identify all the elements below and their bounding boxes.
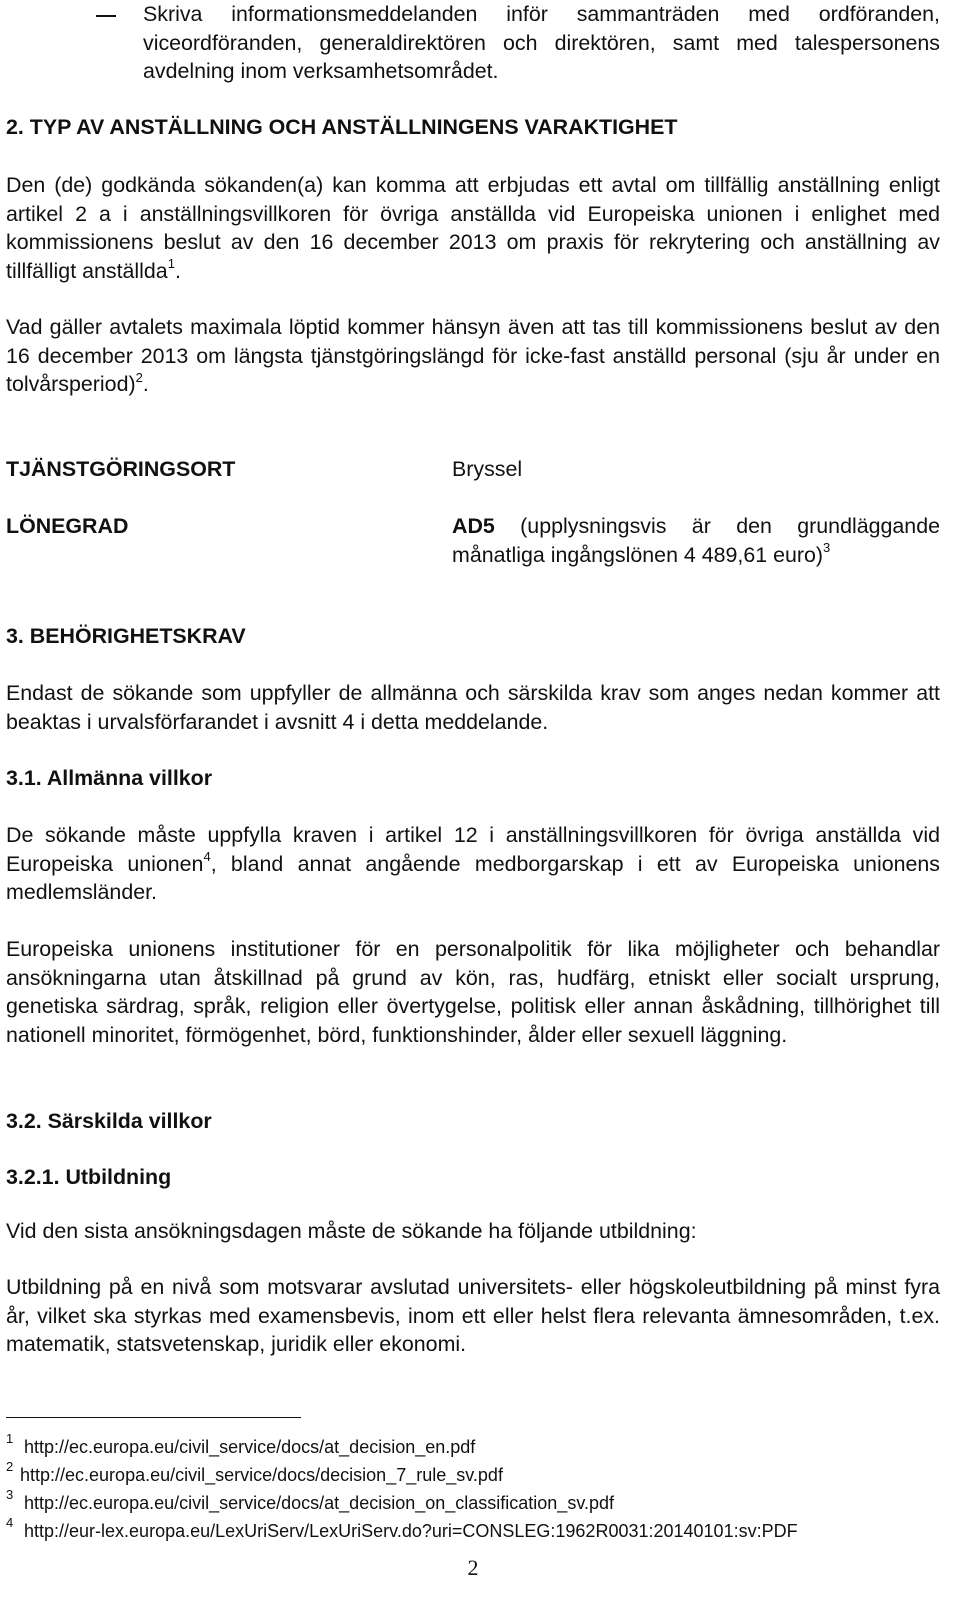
grade-text: (upplysningsvis är den grundläggande månatliga ingångslönen 4 489,61 euro) xyxy=(452,514,940,567)
footnote-number: 2 xyxy=(6,1459,14,1474)
section-3-1-paragraph-2: Europeiska unionens institutioner för en personalpolitik för lika möjligheter och behandlar ansökningarna utan åtskillnad på grund av kön, ras, hudfärg, etniskt eller socialt ursprung, genetiska särdrag, språk, religion eller övertygelse, politisk eller annan åskådning, tillhörighet till nationell minoritet, förmögenhet, börd, funktionshinder, ålder eller sexuell läggning. xyxy=(6,937,940,1047)
section-3-2-1-paragraph: Utbildning på en nivå som motsvarar avslutad universitets- eller högskoleutbildning på minst fyra år, vilket ska styrkas med examensbevis, inom ett eller helst flera relevanta ämnesområden, t.ex. matematik, statsvetenskap, juridik eller ekonomi. xyxy=(6,1275,940,1356)
grade-value xyxy=(452,512,940,569)
section-2-heading: 2. TYP AV ANSTÄLLNING OCH ANSTÄLLNINGENS VARAKTIGHET xyxy=(6,115,678,139)
grade-code: AD5 xyxy=(452,514,495,538)
dash-bullet-icon xyxy=(96,15,116,17)
bullet-text: Skriva informationsmeddelanden inför sammanträden med ordföranden, viceordföranden, generaldirektören och direktören, samt med talespersonens avdelning inom verksamhetsområdet. xyxy=(143,2,940,83)
section-3-1-heading: 3.1. Allmänna villkor xyxy=(6,766,213,790)
section-2-paragraph-1 xyxy=(6,171,940,285)
footnote-number: 4 xyxy=(6,1515,14,1530)
grade-label: LÖNEGRAD xyxy=(6,514,129,538)
footnote-link[interactable]: http://ec.europa.eu/civil_service/docs/at_decision_en.pdf xyxy=(24,1437,476,1457)
footnote-number: 1 xyxy=(6,1431,14,1446)
section-3-2-1-heading: 3.2.1. Utbildning xyxy=(6,1165,172,1189)
paragraph-text: De sökande måste uppfylla kraven i artikel 12 i anställningsvillkoren för övriga anställda vid Europeiska unionen xyxy=(6,823,940,876)
paragraph-text-continued: , bland annat angående medborgarskap i ett av Europeiska unionens medlemsländer. xyxy=(6,851,940,904)
place-row xyxy=(6,455,940,485)
section-3-2-heading: 3.2. Särskilda villkor xyxy=(6,1109,212,1133)
paragraph-text: Vad gäller avtalets maximala löptid kommer hänsyn även att tas till kommissionens beslut av den 16 december 2013 om längsta tjänstgöringslängd för icke-fast anställd personal (sju år under en tolvårsperiod) xyxy=(6,315,940,396)
paragraph-end: . xyxy=(142,372,149,396)
paragraph-end: . xyxy=(174,258,181,283)
footnote-separator xyxy=(6,1417,301,1418)
place-label: TJÄNSTGÖRINGSORT xyxy=(6,457,236,481)
footnote-number: 3 xyxy=(6,1487,14,1502)
footnote-link[interactable]: http://ec.europa.eu/civil_service/docs/decision_7_rule_sv.pdf xyxy=(20,1465,503,1485)
bullet-list-item xyxy=(6,0,940,86)
footnote-link[interactable]: http://eur-lex.europa.eu/LexUriServ/LexUriServ.do?uri=CONSLEG:1962R0031:20140101:sv:PDF xyxy=(24,1521,798,1541)
footnote-ref-3: 3 xyxy=(823,540,831,556)
grade-row xyxy=(6,512,940,572)
section-2-paragraph-2 xyxy=(6,313,940,399)
section-3-heading: 3. BEHÖRIGHETSKRAV xyxy=(6,624,246,648)
footnote-link[interactable]: http://ec.europa.eu/civil_service/docs/at_decision_on_classification_sv.pdf xyxy=(24,1493,615,1513)
footnote-ref-2: 2 xyxy=(135,369,143,385)
section-3-2-1-intro: Vid den sista ansökningsdagen måste de sökande ha följande utbildning: xyxy=(6,1219,697,1243)
paragraph-text: Den (de) godkända sökanden(a) kan komma att erbjudas ett avtal om tillfällig anställning enligt artikel 2 a i anställningsvillkoren för övriga anställda vid Europeiska unionen i enlighet med kommissionens beslut av den 16 december 2013 om praxis för rekrytering och anställning av tillfälligt anställda xyxy=(6,173,940,283)
footnote-ref-4: 4 xyxy=(203,849,211,865)
section-3-1-paragraph-1 xyxy=(6,821,940,907)
page-number: 2 xyxy=(467,1555,479,1580)
section-3-intro: Endast de sökande som uppfyller de allmänna och särskilda krav som anges nedan kommer att beaktas i urvalsförfarandet i avsnitt 4 i detta meddelande. xyxy=(6,681,940,734)
footnote-ref-1: 1 xyxy=(167,256,175,272)
place-value: Bryssel xyxy=(452,457,523,481)
